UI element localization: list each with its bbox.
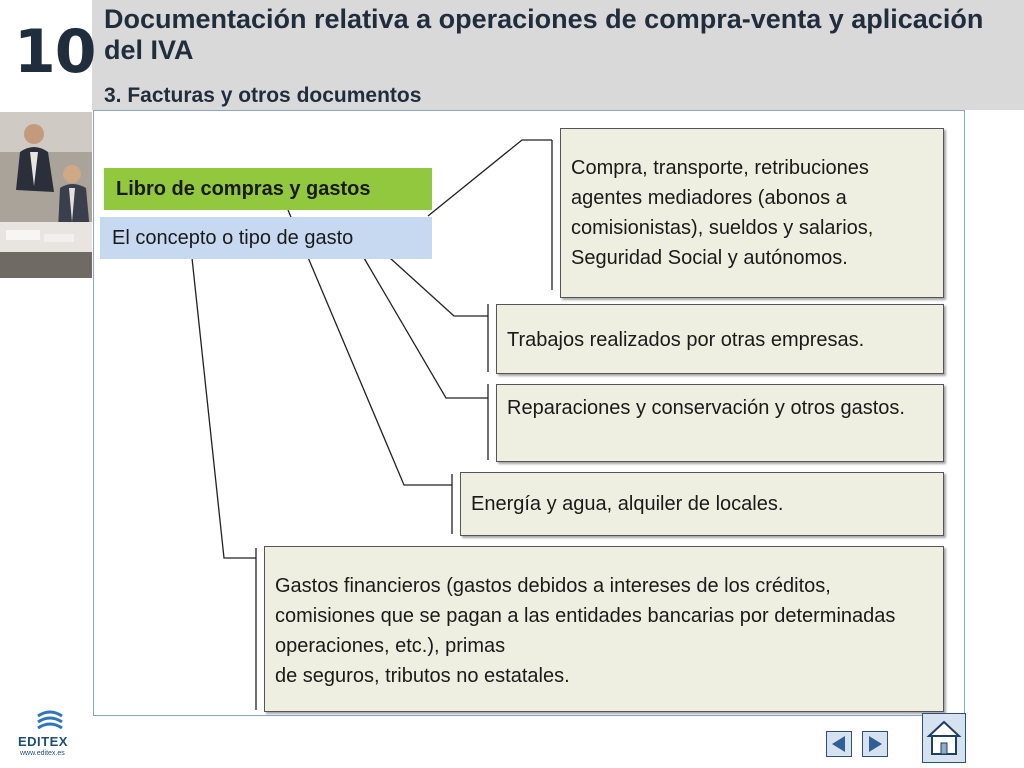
- expense-box-3: Reparaciones y conservación y otros gastos.: [496, 384, 944, 462]
- next-slide-button[interactable]: [862, 731, 888, 757]
- secondary-label: El concepto o tipo de gasto: [100, 217, 432, 259]
- arrow-right-icon: [863, 732, 887, 756]
- editex-logo[interactable]: [16, 710, 76, 760]
- home-button[interactable]: [922, 713, 966, 763]
- chapter-number: 10: [14, 17, 96, 87]
- business-meeting-photo: [0, 112, 92, 278]
- expense-box-4: Energía y agua, alquiler de locales.: [460, 472, 944, 536]
- logo-web: www.editex.es: [20, 750, 65, 757]
- expense-box-1: Compra, transporte, retribuciones agentes mediadores (abonos a comisionistas), sueldos y salarios, Seguridad Social y autónomos.: [560, 128, 944, 298]
- primary-label: Libro de compras y gastos: [104, 168, 432, 210]
- page-title: Documentación relativa a operaciones de compra-venta y aplicación del IVA: [104, 4, 984, 65]
- page-subtitle: 3. Facturas y otros documentos: [104, 84, 422, 107]
- expense-box-5: Gastos financieros (gastos debidos a intereses de los créditos, comisiones que se pagan a las entidades bancarias por determinadas operaciones, etc.), primas de seguros, tributos no estatales.: [264, 546, 944, 712]
- logo-name: EDITEX: [18, 734, 68, 749]
- arrow-left-icon: [827, 732, 851, 756]
- expense-box-2: Trabajos realizados por otras empresas.: [496, 304, 944, 374]
- previous-slide-button[interactable]: [826, 731, 852, 757]
- editex-logo-icon: [36, 710, 64, 732]
- home-icon: [923, 714, 965, 762]
